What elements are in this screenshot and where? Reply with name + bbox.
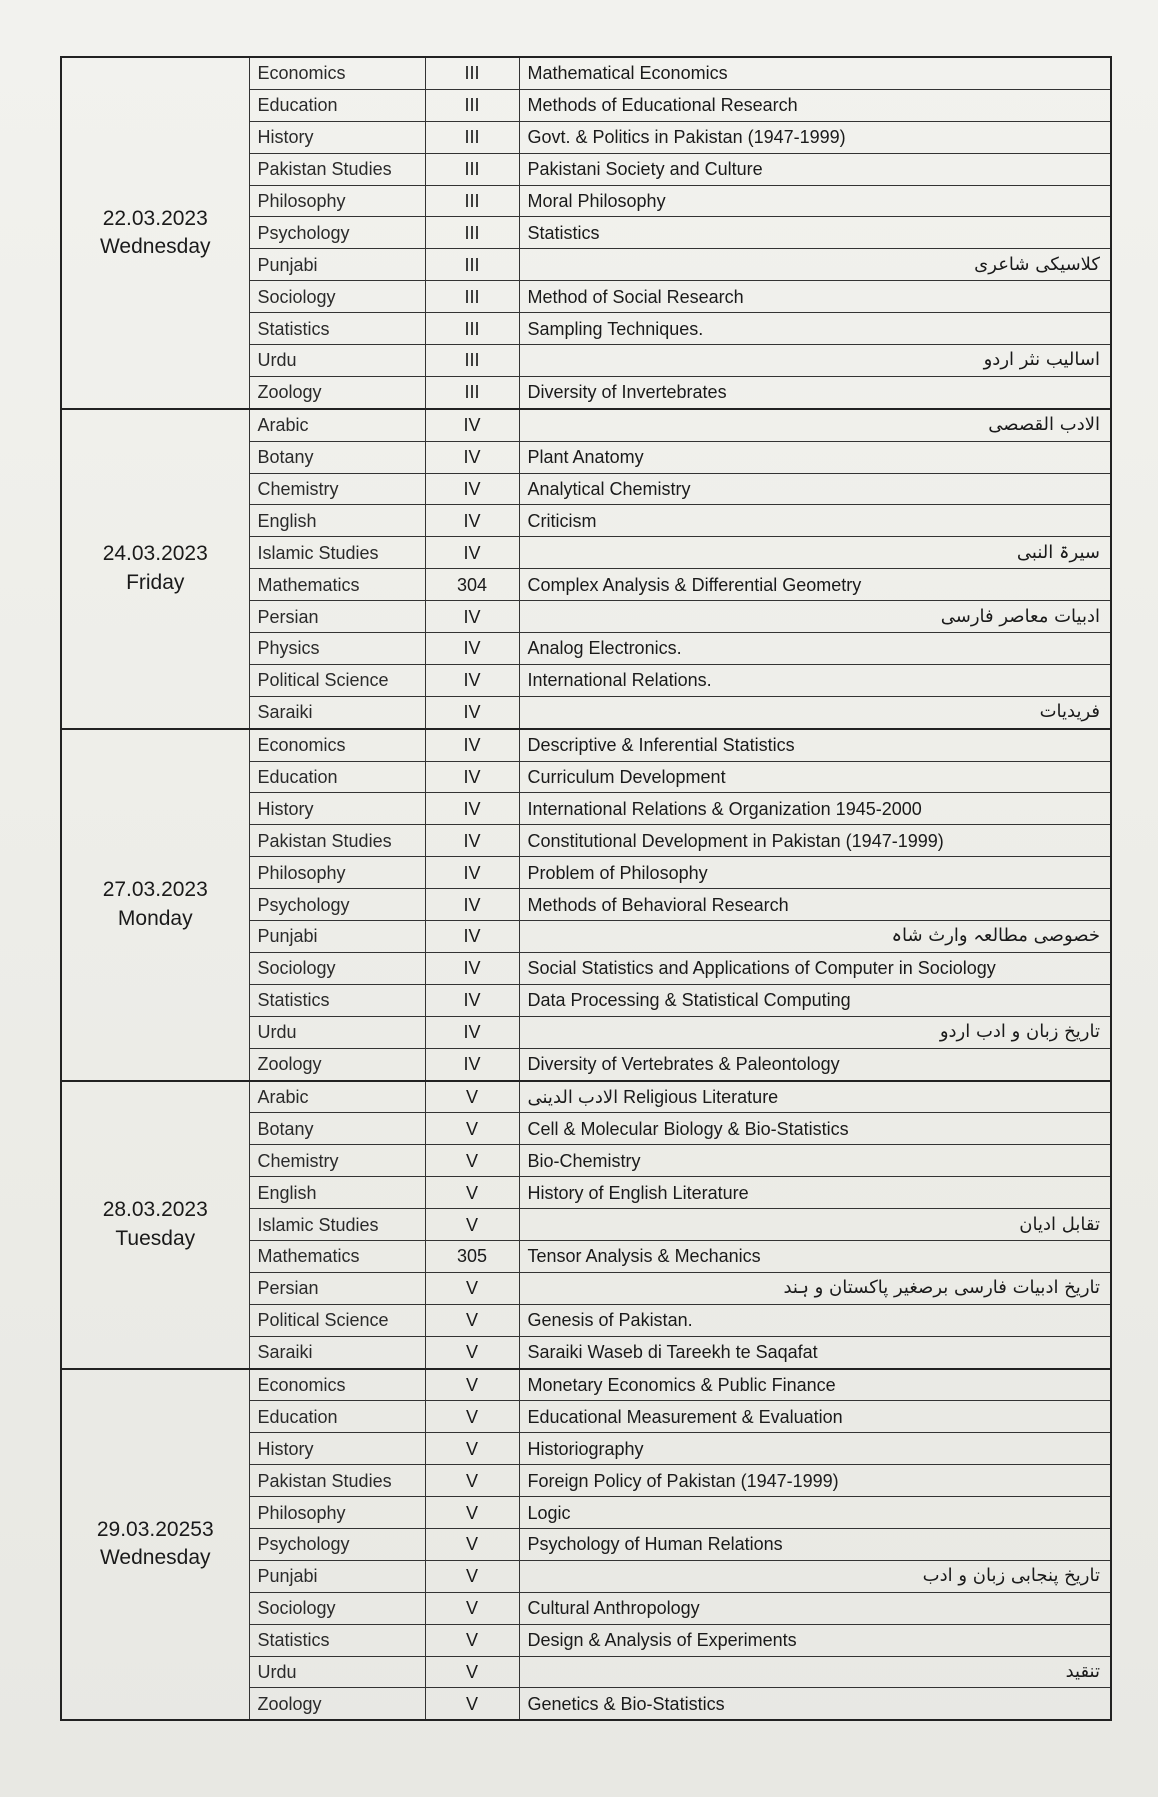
paper-title-cell: سیرۃ النبی bbox=[519, 537, 1111, 569]
paper-code-cell: III bbox=[425, 185, 519, 217]
paper-title-cell: ادبیات معاصر فارسی bbox=[519, 601, 1111, 633]
paper-code-cell: V bbox=[425, 1081, 519, 1113]
paper-title-cell: Genesis of Pakistan. bbox=[519, 1304, 1111, 1336]
paper-code-cell: V bbox=[425, 1528, 519, 1560]
subject-cell: Economics bbox=[249, 729, 425, 761]
paper-title-cell: Methods of Behavioral Research bbox=[519, 889, 1111, 921]
paper-title-cell: Design & Analysis of Experiments bbox=[519, 1624, 1111, 1656]
paper-title-cell: Curriculum Development bbox=[519, 761, 1111, 793]
subject-cell: Psychology bbox=[249, 1528, 425, 1560]
subject-cell: Botany bbox=[249, 1113, 425, 1145]
subject-cell: Saraiki bbox=[249, 1336, 425, 1368]
paper-title-cell: Cell & Molecular Biology & Bio-Statistics bbox=[519, 1113, 1111, 1145]
paper-title-cell: Cultural Anthropology bbox=[519, 1592, 1111, 1624]
paper-code-cell: IV bbox=[425, 825, 519, 857]
exam-day: Wednesday bbox=[99, 234, 211, 258]
paper-title-cell: Descriptive & Inferential Statistics bbox=[519, 729, 1111, 761]
paper-title-cell: Psychology of Human Relations bbox=[519, 1528, 1111, 1560]
paper-code-cell: III bbox=[425, 121, 519, 153]
paper-title-cell: Mathematical Economics bbox=[519, 57, 1111, 89]
paper-title-cell: تاریخ ادبیات فارسی برصغیر پاکستان و ہند bbox=[519, 1272, 1111, 1304]
paper-title-cell: Tensor Analysis & Mechanics bbox=[519, 1240, 1111, 1272]
paper-code-cell: IV bbox=[425, 1048, 519, 1080]
paper-code-cell: III bbox=[425, 153, 519, 185]
paper-code-cell: IV bbox=[425, 889, 519, 921]
subject-cell: Zoology bbox=[249, 1048, 425, 1080]
subject-cell: Persian bbox=[249, 1272, 425, 1304]
paper-code-cell: III bbox=[425, 281, 519, 313]
paper-code-cell: V bbox=[425, 1465, 519, 1497]
exam-date-cell bbox=[61, 1081, 249, 1369]
paper-title-cell: الادب القصصی bbox=[519, 409, 1111, 441]
paper-title-cell: Data Processing & Statistical Computing bbox=[519, 984, 1111, 1016]
subject-cell: Political Science bbox=[249, 1304, 425, 1336]
exam-day: Friday bbox=[126, 570, 185, 594]
subject-cell: Arabic bbox=[249, 409, 425, 441]
paper-code-cell: V bbox=[425, 1624, 519, 1656]
subject-cell: Statistics bbox=[249, 313, 425, 345]
subject-cell: Education bbox=[249, 1401, 425, 1433]
paper-code-cell: IV bbox=[425, 857, 519, 889]
subject-cell: Urdu bbox=[249, 1016, 425, 1048]
paper-code-cell: III bbox=[425, 345, 519, 377]
paper-code-cell: IV bbox=[425, 537, 519, 569]
paper-title-cell: International Relations. bbox=[519, 664, 1111, 696]
subject-cell: Urdu bbox=[249, 1656, 425, 1688]
paper-title-cell: Historiography bbox=[519, 1433, 1111, 1465]
table-row bbox=[61, 729, 1111, 761]
exam-day: Monday bbox=[117, 906, 193, 930]
table-row bbox=[61, 409, 1111, 441]
paper-code-cell: IV bbox=[425, 473, 519, 505]
subject-cell: History bbox=[249, 793, 425, 825]
subject-cell: Urdu bbox=[249, 345, 425, 377]
subject-cell: Pakistan Studies bbox=[249, 153, 425, 185]
exam-date: 28.03.2023 bbox=[102, 1198, 208, 1222]
paper-title-cell: Diversity of Vertebrates & Paleontology bbox=[519, 1048, 1111, 1080]
paper-code-cell: V bbox=[425, 1145, 519, 1177]
paper-code-cell: V bbox=[425, 1304, 519, 1336]
paper-code-cell: IV bbox=[425, 664, 519, 696]
subject-cell: Philosophy bbox=[249, 1497, 425, 1529]
exam-date: 22.03.2023 bbox=[102, 206, 208, 230]
subject-cell: Sociology bbox=[249, 281, 425, 313]
subject-cell: Mathematics bbox=[249, 569, 425, 601]
subject-cell: Punjabi bbox=[249, 921, 425, 953]
table-row bbox=[61, 1081, 1111, 1113]
paper-code-cell: V bbox=[425, 1272, 519, 1304]
paper-title-cell: تاریخ پنجابی زبان و ادب bbox=[519, 1560, 1111, 1592]
paper-title-cell: International Relations & Organization 1945-2000 bbox=[519, 793, 1111, 825]
subject-cell: Chemistry bbox=[249, 473, 425, 505]
subject-cell: Psychology bbox=[249, 217, 425, 249]
paper-code-cell: IV bbox=[425, 921, 519, 953]
subject-cell: Botany bbox=[249, 441, 425, 473]
paper-title-cell: Moral Philosophy bbox=[519, 185, 1111, 217]
paper-title-cell: Bio-Chemistry bbox=[519, 1145, 1111, 1177]
subject-cell: Education bbox=[249, 89, 425, 121]
exam-date-cell bbox=[61, 729, 249, 1081]
paper-title-cell: Complex Analysis & Differential Geometry bbox=[519, 569, 1111, 601]
exam-day: Tuesday bbox=[115, 1226, 196, 1250]
paper-title-cell: الادب الدینی Religious Literature bbox=[519, 1081, 1111, 1113]
paper-code-cell: IV bbox=[425, 761, 519, 793]
paper-code-cell: IV bbox=[425, 729, 519, 761]
paper-title-cell: Genetics & Bio-Statistics bbox=[519, 1688, 1111, 1720]
paper-code-cell: IV bbox=[425, 505, 519, 537]
subject-cell: English bbox=[249, 505, 425, 537]
paper-code-cell: V bbox=[425, 1497, 519, 1529]
exam-date-cell bbox=[61, 1369, 249, 1721]
paper-code-cell: III bbox=[425, 89, 519, 121]
paper-code-cell: IV bbox=[425, 984, 519, 1016]
paper-title-cell: تنقید bbox=[519, 1656, 1111, 1688]
paper-code-cell: V bbox=[425, 1113, 519, 1145]
paper-title-cell: تقابل ادیان bbox=[519, 1209, 1111, 1241]
exam-day: Wednesday bbox=[99, 1546, 211, 1570]
paper-code-cell: V bbox=[425, 1433, 519, 1465]
paper-title-cell: Plant Anatomy bbox=[519, 441, 1111, 473]
paper-code-cell: IV bbox=[425, 601, 519, 633]
paper-code-cell: III bbox=[425, 57, 519, 89]
paper-title-cell: Statistics bbox=[519, 217, 1111, 249]
paper-code-cell: IV bbox=[425, 633, 519, 665]
paper-code-cell: V bbox=[425, 1177, 519, 1209]
paper-code-cell: III bbox=[425, 313, 519, 345]
paper-code-cell: III bbox=[425, 249, 519, 281]
paper-title-cell: Educational Measurement & Evaluation bbox=[519, 1401, 1111, 1433]
paper-code-cell: III bbox=[425, 217, 519, 249]
subject-cell: Pakistan Studies bbox=[249, 825, 425, 857]
paper-title-cell: کلاسیکی شاعری bbox=[519, 249, 1111, 281]
paper-title-cell: خصوصی مطالعہ وارث شاہ bbox=[519, 921, 1111, 953]
subject-cell: Statistics bbox=[249, 984, 425, 1016]
exam-date: 24.03.2023 bbox=[102, 542, 208, 566]
paper-code-cell: V bbox=[425, 1688, 519, 1720]
paper-code-cell: V bbox=[425, 1336, 519, 1368]
subject-cell: Pakistan Studies bbox=[249, 1465, 425, 1497]
exam-date: 29.03.20253 bbox=[96, 1518, 214, 1542]
paper-code-cell: 304 bbox=[425, 569, 519, 601]
paper-title-cell: Pakistani Society and Culture bbox=[519, 153, 1111, 185]
paper-title-cell: Monetary Economics & Public Finance bbox=[519, 1369, 1111, 1401]
exam-date: 27.03.2023 bbox=[102, 878, 208, 902]
paper-title-cell: فریدیات bbox=[519, 696, 1111, 728]
paper-code-cell: V bbox=[425, 1369, 519, 1401]
paper-title-cell: Method of Social Research bbox=[519, 281, 1111, 313]
subject-cell: Sociology bbox=[249, 1592, 425, 1624]
subject-cell: Physics bbox=[249, 633, 425, 665]
subject-cell: Punjabi bbox=[249, 1560, 425, 1592]
subject-cell: Islamic Studies bbox=[249, 1209, 425, 1241]
subject-cell: Saraiki bbox=[249, 696, 425, 728]
paper-code-cell: V bbox=[425, 1656, 519, 1688]
paper-title-cell: Problem of Philosophy bbox=[519, 857, 1111, 889]
paper-code-cell: 305 bbox=[425, 1240, 519, 1272]
subject-cell: English bbox=[249, 1177, 425, 1209]
paper-code-cell: IV bbox=[425, 409, 519, 441]
subject-cell: Statistics bbox=[249, 1624, 425, 1656]
paper-title-cell: Methods of Educational Research bbox=[519, 89, 1111, 121]
subject-cell: History bbox=[249, 1433, 425, 1465]
exam-date-cell bbox=[61, 57, 249, 409]
paper-code-cell: IV bbox=[425, 1016, 519, 1048]
paper-title-cell: Criticism bbox=[519, 505, 1111, 537]
subject-cell: Economics bbox=[249, 1369, 425, 1401]
subject-cell: Economics bbox=[249, 57, 425, 89]
subject-cell: Philosophy bbox=[249, 857, 425, 889]
subject-cell: Zoology bbox=[249, 1688, 425, 1720]
paper-title-cell: Analytical Chemistry bbox=[519, 473, 1111, 505]
paper-code-cell: IV bbox=[425, 952, 519, 984]
exam-date-cell bbox=[61, 409, 249, 729]
subject-cell: Punjabi bbox=[249, 249, 425, 281]
paper-code-cell: V bbox=[425, 1592, 519, 1624]
subject-cell: Political Science bbox=[249, 664, 425, 696]
paper-title-cell: Diversity of Invertebrates bbox=[519, 376, 1111, 408]
subject-cell: Philosophy bbox=[249, 185, 425, 217]
subject-cell: Psychology bbox=[249, 889, 425, 921]
subject-cell: Zoology bbox=[249, 376, 425, 408]
subject-cell: Chemistry bbox=[249, 1145, 425, 1177]
paper-title-cell: Govt. & Politics in Pakistan (1947-1999) bbox=[519, 121, 1111, 153]
paper-title-cell: History of English Literature bbox=[519, 1177, 1111, 1209]
paper-title-cell: Analog Electronics. bbox=[519, 633, 1111, 665]
paper-title-cell: Saraiki Waseb di Tareekh te Saqafat bbox=[519, 1336, 1111, 1368]
subject-cell: History bbox=[249, 121, 425, 153]
exam-schedule-table bbox=[60, 56, 1112, 1721]
subject-cell: Islamic Studies bbox=[249, 537, 425, 569]
subject-cell: Mathematics bbox=[249, 1240, 425, 1272]
paper-title-cell: Foreign Policy of Pakistan (1947-1999) bbox=[519, 1465, 1111, 1497]
table-row bbox=[61, 57, 1111, 89]
paper-title-cell: Social Statistics and Applications of Computer in Sociology bbox=[519, 952, 1111, 984]
paper-title-cell: Sampling Techniques. bbox=[519, 313, 1111, 345]
paper-code-cell: V bbox=[425, 1209, 519, 1241]
paper-title-cell: Constitutional Development in Pakistan (1947-1999) bbox=[519, 825, 1111, 857]
paper-title-cell: اسالیب نثر اردو bbox=[519, 345, 1111, 377]
subject-cell: Persian bbox=[249, 601, 425, 633]
paper-code-cell: V bbox=[425, 1401, 519, 1433]
table-row bbox=[61, 1369, 1111, 1401]
paper-code-cell: III bbox=[425, 376, 519, 408]
paper-code-cell: IV bbox=[425, 696, 519, 728]
subject-cell: Arabic bbox=[249, 1081, 425, 1113]
paper-title-cell: Logic bbox=[519, 1497, 1111, 1529]
paper-code-cell: IV bbox=[425, 441, 519, 473]
paper-code-cell: V bbox=[425, 1560, 519, 1592]
paper-title-cell: تاریخ زبان و ادب اردو bbox=[519, 1016, 1111, 1048]
subject-cell: Sociology bbox=[249, 952, 425, 984]
paper-code-cell: IV bbox=[425, 793, 519, 825]
subject-cell: Education bbox=[249, 761, 425, 793]
